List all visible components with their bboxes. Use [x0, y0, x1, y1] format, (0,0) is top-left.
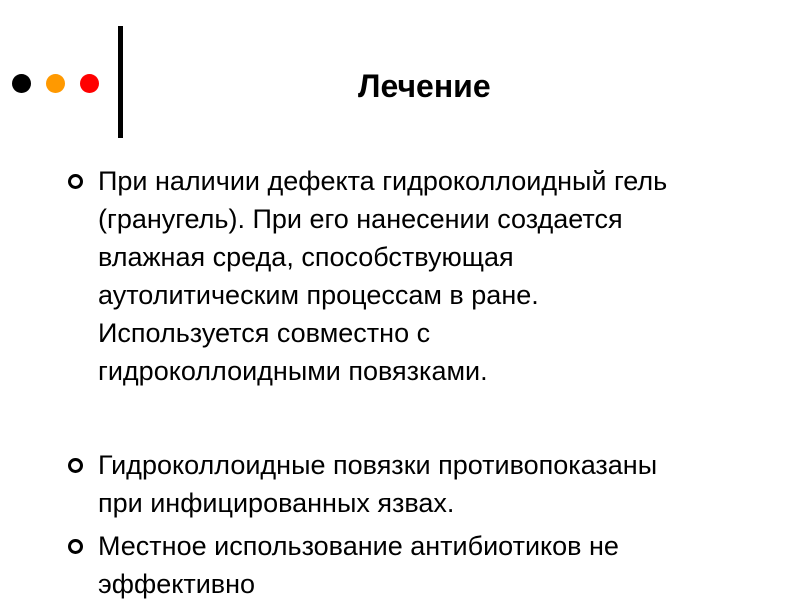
- bullet-circle-icon: [68, 174, 83, 189]
- decorative-dots: [12, 73, 99, 93]
- bullet-text: Местное использование антибиотиков не эффективно: [98, 531, 619, 599]
- red-dot-icon: [80, 74, 99, 93]
- slide-title: Лечение: [358, 68, 491, 104]
- bullet-circle-icon: [68, 458, 83, 473]
- vertical-divider: [118, 26, 123, 138]
- list-item: [68, 527, 788, 600]
- bullet-text: При наличии дефекта гидроколлоидный гель (гранугель). При его нанесении создается влажная среда, способствующая аутолитическим процессам в ране. Используется совместно с гидроколлоидными повязками.: [98, 166, 668, 386]
- list-item: [68, 446, 788, 522]
- orange-dot-icon: [46, 74, 65, 93]
- bullet-circle-icon: [68, 539, 83, 554]
- list-item: [68, 162, 788, 390]
- black-dot-icon: [12, 74, 31, 93]
- bullet-list: [68, 162, 788, 600]
- bullet-text: Гидроколлоидные повязки противопоказаны при инфицированных язвах.: [98, 450, 658, 518]
